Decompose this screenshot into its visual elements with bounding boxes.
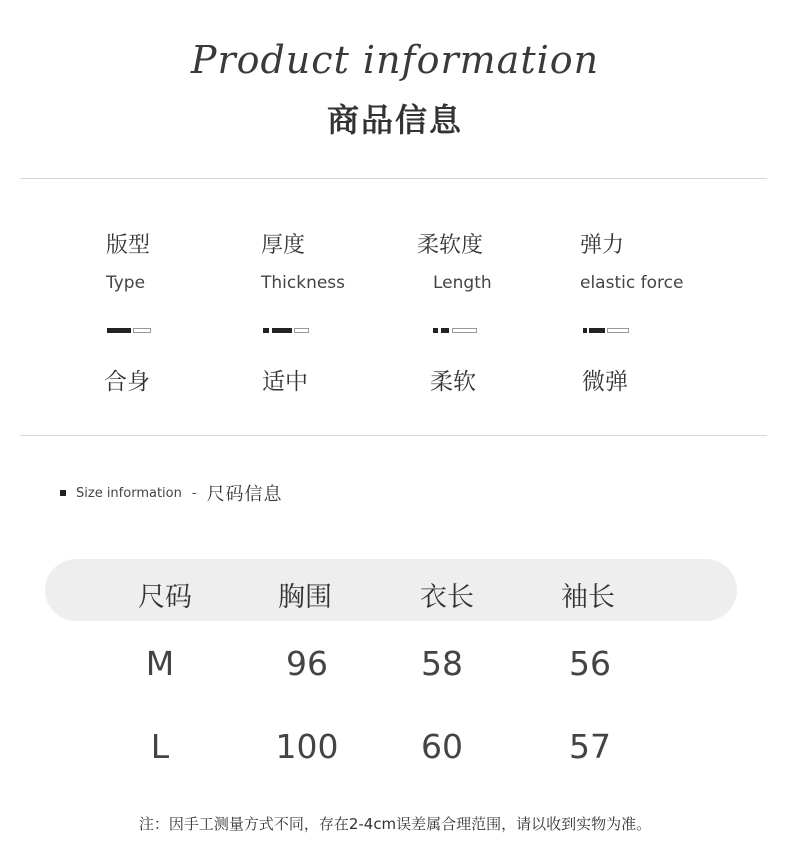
attr-type-cn: 版型 [106,233,151,258]
table-cell-length-m: 58 [421,644,463,683]
attr-thickness-en: Thickness [261,273,346,293]
attr-elastic-en: elastic force [580,273,684,293]
size-info-heading [60,480,283,506]
divider-middle [20,435,767,436]
attr-thickness [261,228,421,293]
attr-softness-cn: 柔软度 [417,233,484,258]
divider-top [20,178,767,179]
indicator-elastic [583,328,629,333]
table-header-sleeve: 袖长 [561,582,615,613]
indicator-softness [433,328,479,333]
page-title: 商品信息 [326,101,463,139]
attr-type-en: Type [106,273,146,293]
attr-softness-en: Length [433,273,492,293]
table-cell-sleeve-m: 56 [569,644,611,683]
indicator-thickness [263,328,309,333]
table-cell-chest-l: 100 [275,727,339,766]
attr-softness-value: 柔软 [430,369,476,395]
attr-type [106,228,266,293]
attr-elastic [580,228,740,293]
attr-thickness-value: 适中 [262,369,308,395]
attr-thickness-cn: 厚度 [261,233,306,258]
attr-type-value: 合身 [104,369,150,395]
attr-elastic-cn: 弹力 [580,233,625,258]
table-cell-length-l: 60 [421,727,463,766]
size-info-cn: 尺码信息 [206,484,283,505]
script-title: Product information [190,38,600,82]
size-info-dash: - [191,485,197,501]
table-cell-sleeve-l: 57 [569,727,611,766]
table-cell-chest-m: 96 [286,644,328,683]
attr-softness [417,228,577,293]
bullet-icon [60,490,66,496]
table-cell-size-l: L [150,727,170,766]
attr-elastic-value: 微弹 [582,369,628,395]
table-header-chest: 胸围 [278,582,332,613]
size-info-en: Size information [76,485,182,501]
table-header-length: 衣长 [420,582,474,613]
measurement-note: 注：因手工测量方式不同，存在2-4cm误差属合理范围，请以收到实物为准。 [138,815,652,833]
indicator-type [107,328,153,333]
table-cell-size-m: M [145,644,175,683]
table-header-size: 尺码 [138,582,192,613]
